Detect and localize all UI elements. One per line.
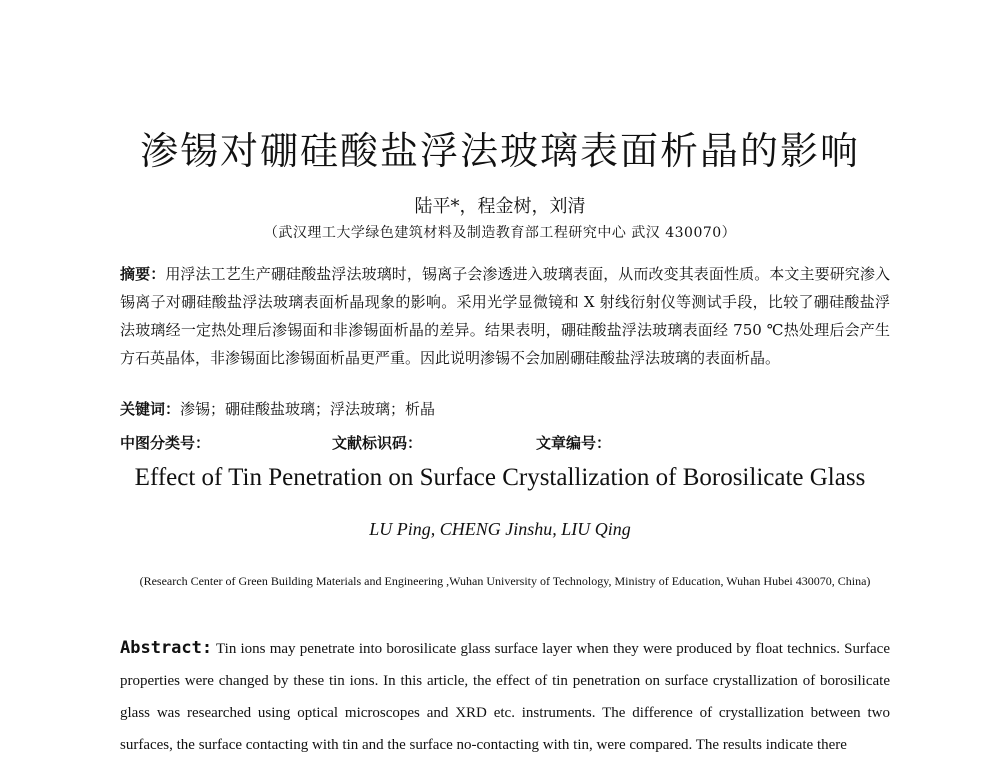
- chinese-affiliation: （武汉理工大学绿色建筑材料及制造教育部工程研究中心 武汉 430070）: [263, 225, 737, 241]
- clc-number-label: 中图分类号：: [120, 434, 211, 452]
- chinese-authors: 陆平*，程金树，刘清: [414, 196, 586, 217]
- english-abstract: [120, 632, 890, 761]
- chinese-abstract-text: 用浮法工艺生产硼硅酸盐浮法玻璃时，锡离子会渗透进入玻璃表面，从而改变其表面性质。本文主要研究渗入锡离子对硼硅酸盐浮法玻璃表面析晶现象的影响。采用光学显微镜和 X 射线衍射仪等测试手段，比较了硼硅酸盐浮法玻璃经一定热处理后渗锡面和非渗锡面析晶的差异。结果表明，硼硅酸盐浮法玻璃表面经 750 ℃热处理后会产生方石英晶体，非渗锡面比渗锡面析晶更严重。因此说明渗锡不会加剧硼硅酸盐浮法玻璃的表面析晶。: [120, 265, 890, 367]
- english-affiliation: (Research Center of Green Building Materials and Engineering ,Wuhan University of Technology, Ministry of Education, Wuhan Hubei 430070, China): [139, 574, 871, 588]
- document-code-label: 文献标识码：: [332, 434, 423, 452]
- chinese-keywords: [120, 398, 890, 420]
- chinese-title: 渗锡对硼硅酸盐浮法玻璃表面析晶的影响: [139, 129, 860, 173]
- english-title: Effect of Tin Penetration on Surface Crystallization of Borosilicate Glass: [134, 464, 866, 491]
- chinese-abstract: [120, 260, 890, 372]
- english-abstract-label: Abstract:: [120, 638, 213, 658]
- english-abstract-text: Tin ions may penetrate into borosilicate glass surface layer when they were produced by float technics. Surface properties were changed by these tin ions. In this article, the effect of tin penetration on surface crystallization of borosilicate glass was researched using optical microscopes and XRD etc. instruments. The difference of crystallization between two surfaces, the surface contacting with tin and the surface no-contacting with tin, were compared. The results indicate there: [120, 641, 890, 753]
- chinese-keywords-text: 渗锡；硼硅酸盐玻璃；浮法玻璃；析晶: [180, 400, 436, 418]
- chinese-keywords-label: 关键词：: [120, 400, 181, 418]
- chinese-abstract-label: 摘要：: [120, 265, 166, 283]
- article-number-label: 文章编号：: [536, 434, 612, 452]
- english-authors: LU Ping, CHENG Jinshu, LIU Qing: [369, 519, 631, 539]
